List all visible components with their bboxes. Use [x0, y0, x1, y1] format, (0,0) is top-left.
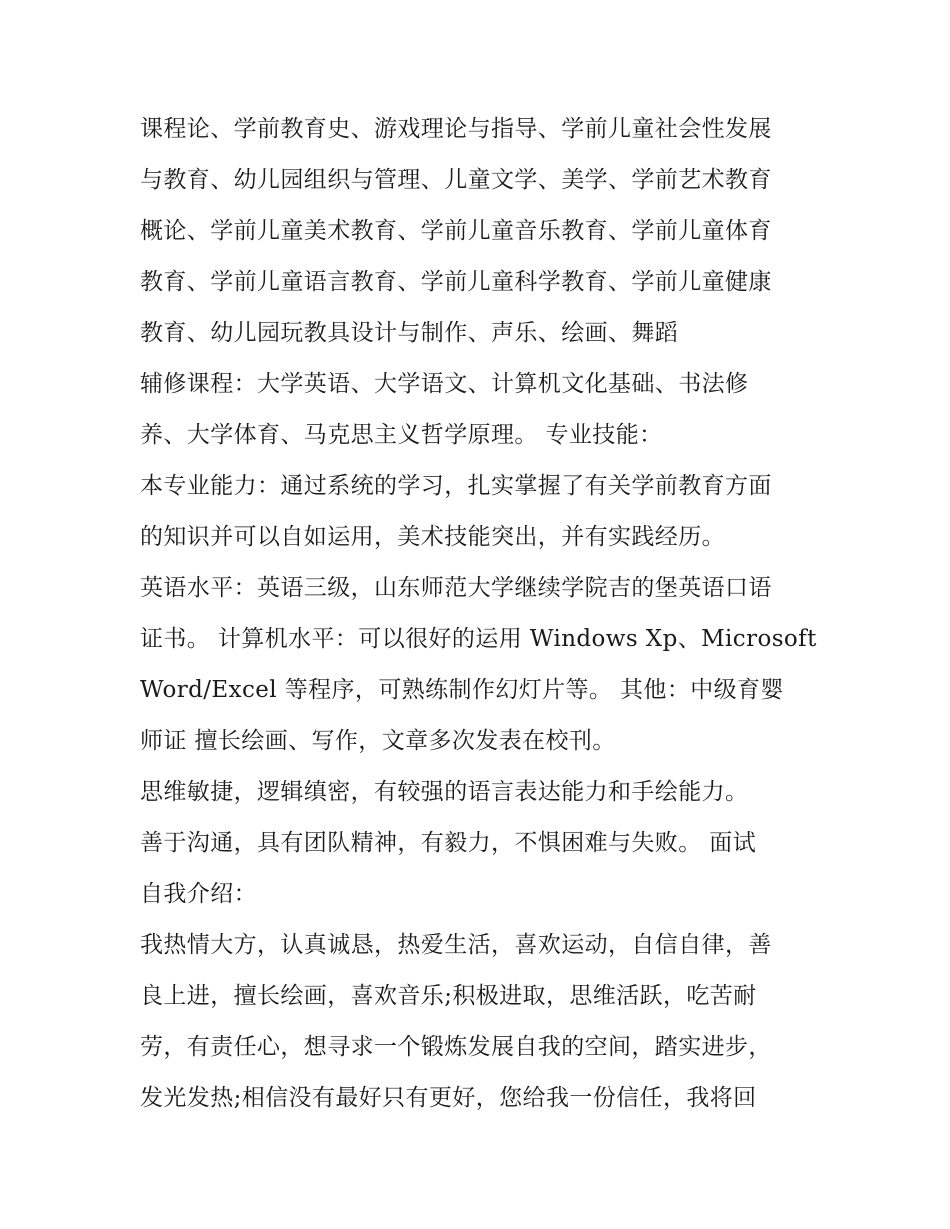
text-line-7: 养、大学体育、马克思主义哲学原理。 专业技能： [140, 422, 663, 448]
text-line-10: 英语水平：英语三级，山东师范大学继续学院吉的堡英语口语 [140, 575, 772, 601]
text-line-1: 课程论、学前教育史、游戏理论与指导、学前儿童社会性发展 [140, 116, 772, 142]
text-line-6: 辅修课程：大学英语、大学语文、计算机文化基础、书法修 [140, 371, 749, 397]
text-line-20: 发光发热;相信没有最好只有更好，您给我一份信任，我将回 [140, 1085, 757, 1111]
text-line-8: 本专业能力：通过系统的学习，扎实掌握了有关学前教育方面 [140, 473, 772, 499]
text-line-4: 教育、学前儿童语言教育、学前儿童科学教育、学前儿童健康 [140, 269, 772, 295]
text-line-18: 良上进，擅长绘画，喜欢音乐;积极进取，思维活跃，吃苦耐 [140, 983, 757, 1009]
text-line-19: 劳，有责任心，想寻求一个锻炼发展自我的空间，踏实进步， [140, 1034, 772, 1060]
text-line-15: 善于沟通，具有团队精神，有毅力，不惧困难与失败。 面试 [140, 830, 757, 856]
text-line-11: 证书。 计算机水平：可以很好的运用 Windows Xp、Microsoft [140, 626, 817, 652]
text-line-9: 的知识并可以自如运用，美术技能突出，并有实践经历。 [140, 524, 725, 550]
text-line-14: 思维敏捷，逻辑缜密，有较强的语言表达能力和手绘能力。 [140, 779, 749, 805]
text-line-17: 我热情大方，认真诚恳，热爱生活，喜欢运动，自信自律，善 [140, 932, 772, 958]
text-line-2: 与教育、幼儿园组织与管理、儿童文学、美学、学前艺术教育 [140, 167, 772, 193]
text-line-3: 概论、学前儿童美术教育、学前儿童音乐教育、学前儿童体育 [140, 218, 772, 244]
document-body [140, 104, 820, 1124]
text-line-5: 教育、幼儿园玩教具设计与制作、声乐、绘画、舞蹈 [140, 320, 679, 346]
text-line-16: 自我介绍： [140, 881, 257, 907]
text-line-13: 师证 擅长绘画、写作，文章多次发表在校刊。 [140, 728, 616, 754]
text-line-12: Word/Excel 等程序，可熟练制作幻灯片等。 其他：中级育婴 [140, 677, 784, 703]
